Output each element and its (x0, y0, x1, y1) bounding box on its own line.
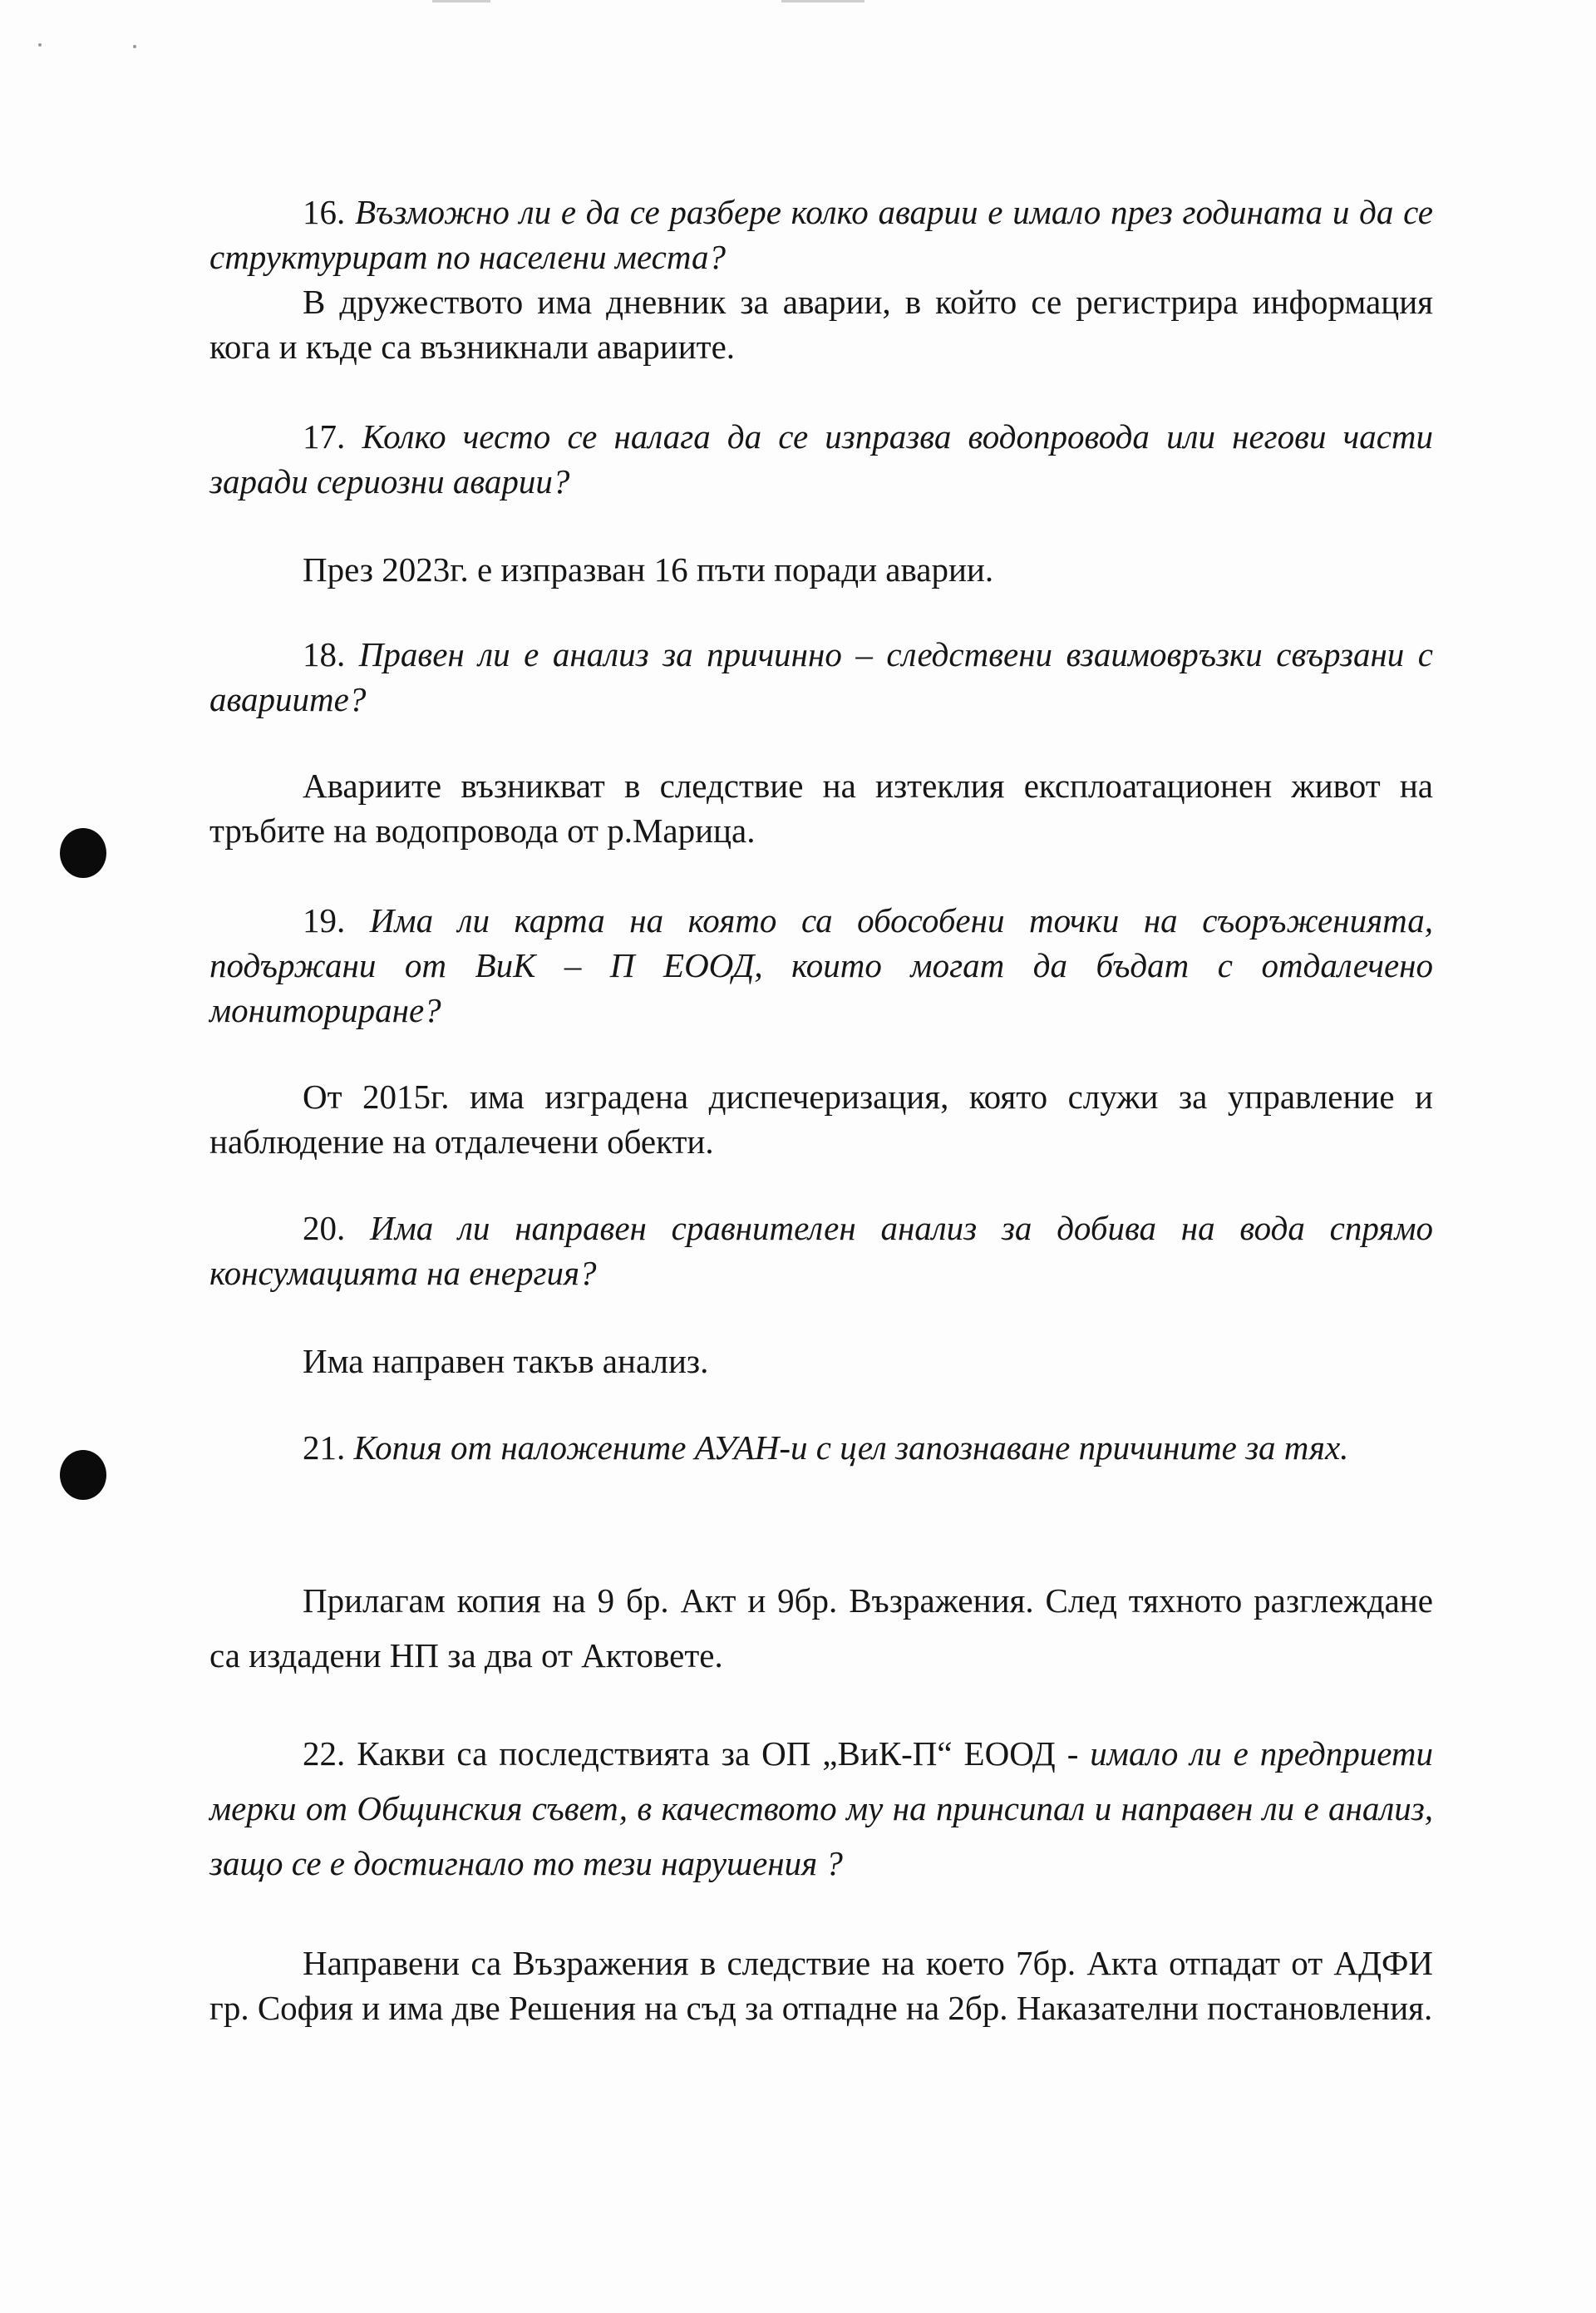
punch-hole (60, 1450, 106, 1500)
question-text: - имало ли е предприети мерки от Общинския съвет, в качеството му на принсипал и направен ли е анализ, защо се е достигнало то тези нарушения ? (209, 1734, 1433, 1882)
answer-21: Прилагам копия на 9 бр. Акт и 9бр. Възражения. След тяхното разглеждане са издадени НП за два от Актовете. (209, 1581, 1433, 1674)
question-text: Колко често се налага да се изпразва водопровода или негови части заради сериозни аварии? (209, 417, 1434, 501)
question-text: Има ли направен сравнителен анализ за добива на вода спрямо консумацията на енергия? (209, 1209, 1433, 1292)
question-lead-text: Какви са последствията за ОП „ВиК-П“ ЕООД (357, 1734, 1056, 1773)
scan-artifact (781, 0, 864, 2)
scan-artifact (133, 45, 136, 48)
question-number: 18. (303, 635, 346, 673)
question-20 (209, 1206, 1433, 1295)
question-22 (209, 1726, 1433, 1891)
answer-18: Авариите възникват в следствие на изтеклия експлоатационен живот на тръбите на водопровода от р.Марица. (209, 767, 1433, 850)
question-text: Копия от наложените АУАН-и с цел запознаване причините за тях. (353, 1428, 1349, 1467)
question-text: Правен ли е анализ за причинно – следствени взаимовръзки свързани с авариите? (209, 635, 1433, 718)
answer-22: Направени са Възражения в следствие на което 7бр. Акта отпадат от АДФИ гр. София и има две Решения на съд за отпадне на 2бр. Наказателни постановления. (209, 1944, 1433, 2027)
punch-hole (60, 828, 106, 878)
answer-19: От 2015г. има изградена диспечеризация, която служи за управление и наблюдение на отдалечени обекти. (209, 1078, 1433, 1161)
question-number: 20. (303, 1209, 346, 1247)
question-number: 21. (303, 1428, 346, 1467)
question-text: Възможно ли е да се разбере колко аварии е имало през годината и да се структурират по населени места? (209, 193, 1433, 276)
question-number: 19. (303, 901, 346, 940)
question-text: Има ли карта на която са обособени точки на съоръженията, подържани от ВиК – П ЕООД, които могат да бъдат с отдалечено мониториране? (209, 901, 1433, 1029)
question-16 (209, 190, 1433, 279)
question-17 (209, 414, 1433, 504)
question-number: 22. (303, 1734, 346, 1773)
question-18 (209, 632, 1433, 722)
question-number: 17. (303, 417, 346, 456)
scan-artifact (38, 43, 42, 47)
answer-16: В дружеството има дневник за аварии, в който се регистрира информация кога и къде са възникнали авариите. (209, 283, 1433, 366)
answer-17: През 2023г. е изпразван 16 пъти поради аварии. (303, 550, 994, 589)
answer-20: Има направен такъв анализ. (303, 1342, 709, 1380)
question-number: 16. (303, 193, 346, 231)
scan-artifact (432, 0, 490, 2)
question-19 (209, 898, 1433, 1033)
question-21 (209, 1420, 1433, 1475)
